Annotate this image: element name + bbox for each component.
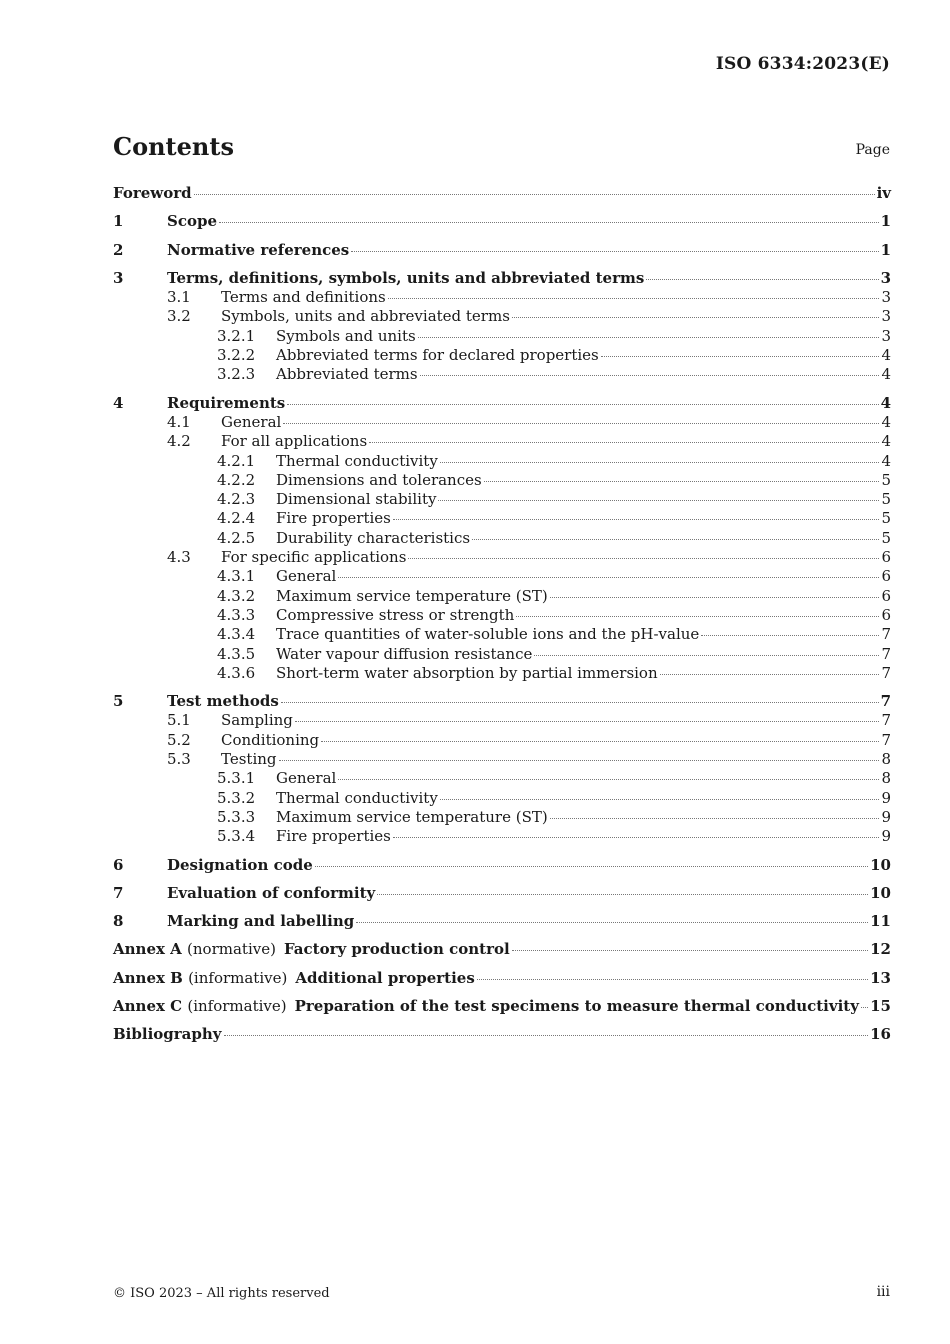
toc-entry-page: 7 <box>881 644 891 663</box>
contents-heading-row <box>113 132 890 168</box>
toc-entry-title: Abbreviated terms for declared properties <box>276 346 599 365</box>
toc-entry-number: 4.2.3 <box>217 490 256 509</box>
toc-entry[interactable] <box>113 692 891 711</box>
toc-entry-page: 6 <box>881 567 891 586</box>
toc-entry-page: 8 <box>881 769 891 788</box>
toc-entry-number: 4.3.2 <box>217 586 256 605</box>
table-of-contents <box>113 184 891 1045</box>
dot-leader <box>440 799 880 800</box>
toc-entry[interactable] <box>113 346 891 365</box>
toc-entry-page: 7 <box>881 730 891 749</box>
toc-entry-number: 4.3.1 <box>217 567 256 586</box>
toc-entry-number: 5.3.3 <box>217 807 256 826</box>
dot-leader <box>338 779 879 780</box>
dot-leader <box>388 298 880 299</box>
toc-entry[interactable] <box>113 413 891 432</box>
toc-entry[interactable] <box>113 731 891 750</box>
toc-entry-number: 5.2 <box>167 730 191 749</box>
toc-entry-title: For all applications <box>221 432 368 451</box>
toc-entry-page: 6 <box>881 605 891 624</box>
toc-entry-title <box>113 997 859 1016</box>
toc-entry-number: 4.3.5 <box>217 644 256 663</box>
annex-label: Annex A <box>113 940 182 959</box>
dot-leader <box>408 558 879 559</box>
dot-leader <box>224 1035 869 1036</box>
toc-entry-title: Trace quantities of water-soluble ions and the pH-value <box>276 625 700 644</box>
dot-leader <box>393 519 880 520</box>
toc-entry-page: 3 <box>881 307 891 326</box>
toc-entry[interactable] <box>113 452 891 471</box>
toc-entry-page: 5 <box>881 509 891 528</box>
toc-entry-page: 15 <box>870 996 891 1015</box>
toc-entry-page: 4 <box>881 432 891 451</box>
toc-entry-page: 10 <box>870 855 891 874</box>
toc-entry[interactable] <box>113 587 891 606</box>
toc-entry-title: Requirements <box>167 393 286 412</box>
dot-leader <box>701 635 879 636</box>
dot-leader <box>194 194 875 195</box>
toc-entry-number: 5 <box>113 692 124 711</box>
toc-entry[interactable] <box>113 212 891 231</box>
toc-entry-title: Terms and definitions <box>221 288 386 307</box>
toc-entry[interactable] <box>113 509 891 528</box>
dot-leader <box>338 577 879 578</box>
toc-entry-title: Scope <box>167 212 218 231</box>
toc-entry[interactable] <box>113 606 891 625</box>
dot-leader <box>369 442 879 443</box>
toc-entry[interactable] <box>113 884 891 903</box>
toc-entry-page: 9 <box>881 788 891 807</box>
toc-entry-number: 4.2 <box>167 432 191 451</box>
toc-entry-title: Fire properties <box>276 827 391 846</box>
toc-entry-title: Symbols, units and abbreviated terms <box>221 307 510 326</box>
dot-leader <box>516 616 879 617</box>
toc-entry-page: 6 <box>881 548 891 567</box>
toc-entry-title: Conditioning <box>221 730 320 749</box>
toc-entry[interactable] <box>113 288 891 307</box>
toc-entry-page: 11 <box>870 912 891 931</box>
toc-entry-title: Dimensions and tolerances <box>276 470 482 489</box>
toc-entry-title: Short-term water absorption by partial immersion <box>276 663 658 682</box>
toc-entry[interactable] <box>113 241 891 260</box>
toc-entry-page: 1 <box>880 240 891 259</box>
annex-title: Preparation of the test specimens to measure thermal conductivity <box>294 996 859 1015</box>
toc-entry-title: Thermal conductivity <box>276 788 438 807</box>
toc-entry-title: For specific applications <box>221 548 407 567</box>
toc-entry-page: 4 <box>881 412 891 431</box>
toc-entry-page: 7 <box>881 625 891 644</box>
toc-entry-page: 8 <box>881 750 891 769</box>
toc-entry-page: 9 <box>881 827 891 846</box>
toc-entry-title: Dimensional stability <box>276 490 437 509</box>
toc-entry-number: 4.1 <box>167 412 191 431</box>
dot-leader <box>315 866 868 867</box>
toc-entry-page: 4 <box>880 393 891 412</box>
toc-entry-page: 3 <box>881 326 891 345</box>
toc-entry-page: 7 <box>881 663 891 682</box>
dot-leader <box>550 818 880 819</box>
toc-entry[interactable] <box>113 711 891 730</box>
toc-entry[interactable] <box>113 1025 891 1044</box>
dot-leader <box>646 279 878 280</box>
toc-entry-title: Marking and labelling <box>167 912 355 931</box>
toc-entry[interactable] <box>113 471 891 490</box>
toc-entry-page: 5 <box>881 470 891 489</box>
toc-entry-number: 4.2.5 <box>217 528 256 547</box>
toc-entry-page: 4 <box>881 365 891 384</box>
toc-entry-title: Symbols and units <box>276 326 416 345</box>
dot-leader <box>377 894 868 895</box>
toc-entry-page: iv <box>876 184 891 202</box>
annex-title: Additional properties <box>295 968 475 987</box>
toc-entry[interactable] <box>113 184 891 203</box>
toc-entry-number: 4.2.2 <box>217 470 256 489</box>
toc-entry-title: Maximum service temperature (ST) <box>276 586 548 605</box>
toc-entry-number: 5.1 <box>167 711 191 730</box>
page-column-label: Page <box>855 142 890 158</box>
toc-entry-page: 13 <box>870 968 891 987</box>
dot-leader <box>512 950 868 951</box>
toc-entry[interactable] <box>113 827 891 846</box>
toc-entry-number: 2 <box>113 240 124 259</box>
toc-entry-title: Thermal conductivity <box>276 451 438 470</box>
toc-entry-page: 3 <box>880 268 891 287</box>
dot-leader <box>283 423 879 424</box>
toc-entry[interactable] <box>113 548 891 567</box>
dot-leader <box>440 462 880 463</box>
annex-type: (informative) <box>188 968 288 987</box>
document-id: ISO 6334:2023(E) <box>715 54 890 74</box>
toc-entry-title: Bibliography <box>113 1025 222 1044</box>
toc-entry[interactable] <box>113 529 891 548</box>
toc-entry[interactable] <box>113 432 891 451</box>
toc-entry[interactable] <box>113 490 891 509</box>
toc-entry-page: 9 <box>881 807 891 826</box>
dot-leader <box>861 1007 868 1008</box>
toc-entry-page: 5 <box>881 528 891 547</box>
toc-entry-title: Fire properties <box>276 509 391 528</box>
toc-entry[interactable] <box>113 394 891 413</box>
toc-entry-title: Testing <box>221 750 277 769</box>
annex-label: Annex B <box>113 968 183 987</box>
toc-entry-number: 8 <box>113 912 124 931</box>
toc-entry-number: 4.3.6 <box>217 663 256 682</box>
toc-entry-title: Maximum service temperature (ST) <box>276 807 548 826</box>
toc-entry-title: General <box>221 412 282 431</box>
toc-entry[interactable] <box>113 808 891 827</box>
toc-entry[interactable] <box>113 969 891 988</box>
toc-entry-number: 4.2.4 <box>217 509 256 528</box>
toc-entry[interactable] <box>113 789 891 808</box>
toc-entry[interactable] <box>113 750 891 769</box>
toc-entry-title: Water vapour diffusion resistance <box>276 644 533 663</box>
dot-leader <box>418 337 880 338</box>
dot-leader <box>512 317 880 318</box>
toc-entry-number: 4.3 <box>167 548 191 567</box>
toc-entry[interactable] <box>113 940 891 959</box>
toc-entry[interactable] <box>113 567 891 586</box>
toc-entry-number: 3 <box>113 268 124 287</box>
dot-leader <box>550 597 880 598</box>
toc-entry[interactable] <box>113 327 891 346</box>
toc-entry-number: 6 <box>113 855 124 874</box>
toc-entry-title: Durability characteristics <box>276 528 471 547</box>
toc-entry-number: 5.3.1 <box>217 769 256 788</box>
toc-entry-page: 10 <box>870 883 891 902</box>
annex-label: Annex C <box>113 996 183 1015</box>
toc-entry-number: 4 <box>113 393 124 412</box>
toc-entry-page: 7 <box>881 711 891 730</box>
dot-leader <box>281 702 879 703</box>
toc-entry-number: 5.3.4 <box>217 827 256 846</box>
toc-entry-number: 5.3 <box>167 750 191 769</box>
toc-entry-page: 7 <box>880 692 891 711</box>
toc-entry-title <box>113 969 475 988</box>
toc-entry[interactable] <box>113 269 891 288</box>
toc-entry-number: 3.2 <box>167 307 191 326</box>
toc-entry-page: 12 <box>870 940 891 959</box>
copyright-notice: © ISO 2023 – All rights reserved <box>113 1286 330 1301</box>
toc-entry[interactable] <box>113 997 891 1016</box>
toc-entry-number: 3.2.2 <box>217 346 256 365</box>
dot-leader <box>438 500 879 501</box>
dot-leader <box>351 251 878 252</box>
dot-leader <box>660 674 880 675</box>
toc-entry-number: 3.2.1 <box>217 326 256 345</box>
dot-leader <box>601 356 880 357</box>
toc-entry-page: 4 <box>881 346 891 365</box>
toc-entry-number: 4.2.1 <box>217 451 256 470</box>
toc-entry-page: 5 <box>881 490 891 509</box>
toc-entry-title: Sampling <box>221 711 293 730</box>
toc-entry[interactable] <box>113 769 891 788</box>
dot-leader <box>219 222 879 223</box>
toc-entry-number: 1 <box>113 212 124 231</box>
toc-entry-page: 4 <box>881 451 891 470</box>
dot-leader <box>356 922 868 923</box>
toc-entry-title: Test methods <box>167 692 279 711</box>
toc-entry-title: Evaluation of conformity <box>167 883 376 902</box>
toc-entry-title: Terms, definitions, symbols, units and abbreviated terms <box>167 268 645 287</box>
toc-entry[interactable] <box>113 912 891 931</box>
dot-leader <box>477 979 868 980</box>
toc-entry-number: 4.3.4 <box>217 625 256 644</box>
toc-entry-title: General <box>276 567 337 586</box>
page-number: iii <box>876 1284 890 1300</box>
toc-entry-title: Designation code <box>167 855 313 874</box>
toc-entry-page: 16 <box>870 1025 891 1044</box>
dot-leader <box>393 837 880 838</box>
toc-entry-number: 5.3.2 <box>217 788 256 807</box>
dot-leader <box>295 721 880 722</box>
dot-leader <box>534 655 879 656</box>
dot-leader <box>420 375 880 376</box>
toc-entry-title: Abbreviated terms <box>276 365 418 384</box>
toc-entry-page: 1 <box>880 212 891 231</box>
toc-entry[interactable] <box>113 664 891 683</box>
toc-entry-title: Normative references <box>167 240 350 259</box>
toc-entry-number: 7 <box>113 883 124 902</box>
dot-leader <box>472 539 879 540</box>
toc-entry[interactable] <box>113 625 891 644</box>
toc-entry-title: General <box>276 769 337 788</box>
toc-entry-number: 4.3.3 <box>217 605 256 624</box>
page-title: Contents <box>113 132 234 161</box>
toc-entry[interactable] <box>113 307 891 326</box>
dot-leader <box>484 481 880 482</box>
dot-leader <box>287 404 878 405</box>
annex-title: Factory production control <box>283 940 510 959</box>
annex-type: (normative) <box>187 940 276 959</box>
toc-entry[interactable] <box>113 365 891 384</box>
toc-entry-page: 6 <box>881 586 891 605</box>
toc-entry-page: 3 <box>881 288 891 307</box>
annex-type: (informative) <box>187 996 287 1015</box>
toc-entry[interactable] <box>113 645 891 664</box>
toc-entry-title <box>113 940 510 959</box>
dot-leader <box>321 741 879 742</box>
dot-leader <box>279 760 880 761</box>
toc-entry-number: 3.2.3 <box>217 365 256 384</box>
toc-entry-number: 3.1 <box>167 288 191 307</box>
toc-entry[interactable] <box>113 856 891 875</box>
toc-entry-title: Compressive stress or strength <box>276 605 515 624</box>
toc-entry-title: Foreword <box>113 184 192 202</box>
